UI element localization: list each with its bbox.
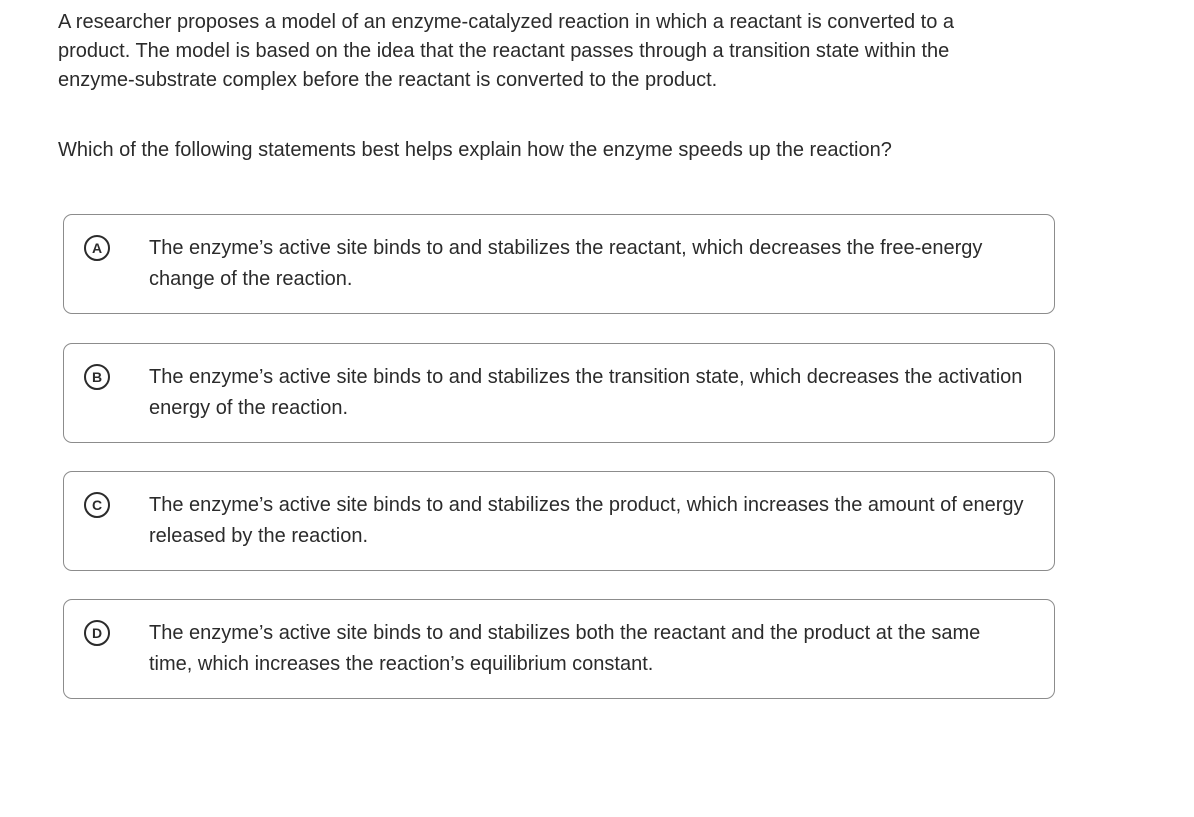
- choice-letter-a-icon: A: [84, 235, 110, 261]
- answer-choice-c[interactable]: [63, 471, 1055, 571]
- choice-text-d: The enzyme’s active site binds to and stabilizes both the reactant and the product at the same time, which increases the reaction’s equilibrium constant.: [149, 622, 981, 675]
- answer-choice-a[interactable]: [63, 214, 1055, 314]
- choice-text-a: The enzyme’s active site binds to and stabilizes the reactant, which decreases the free-energy change of the reaction.: [149, 237, 983, 290]
- question-stem: A researcher proposes a model of an enzyme-catalyzed reaction in which a reactant is converted to a product. The model is based on the idea that the reactant passes through a transition state within the enzyme-substrate complex before the reactant is converted to the product.: [58, 11, 955, 91]
- choice-letter-d-icon: D: [84, 620, 110, 646]
- choice-letter-c-icon: C: [84, 492, 110, 518]
- answer-choice-d[interactable]: [63, 599, 1055, 699]
- answer-choice-b[interactable]: [63, 343, 1055, 443]
- choice-text-b: The enzyme’s active site binds to and stabilizes the transition state, which decreases the activation energy of the reaction.: [149, 366, 1023, 419]
- question-prompt: Which of the following statements best helps explain how the enzyme speeds up the reaction?: [58, 139, 892, 161]
- choice-text-c: The enzyme’s active site binds to and stabilizes the product, which increases the amount of energy released by the reaction.: [149, 494, 1024, 547]
- choice-letter-b-icon: B: [84, 364, 110, 390]
